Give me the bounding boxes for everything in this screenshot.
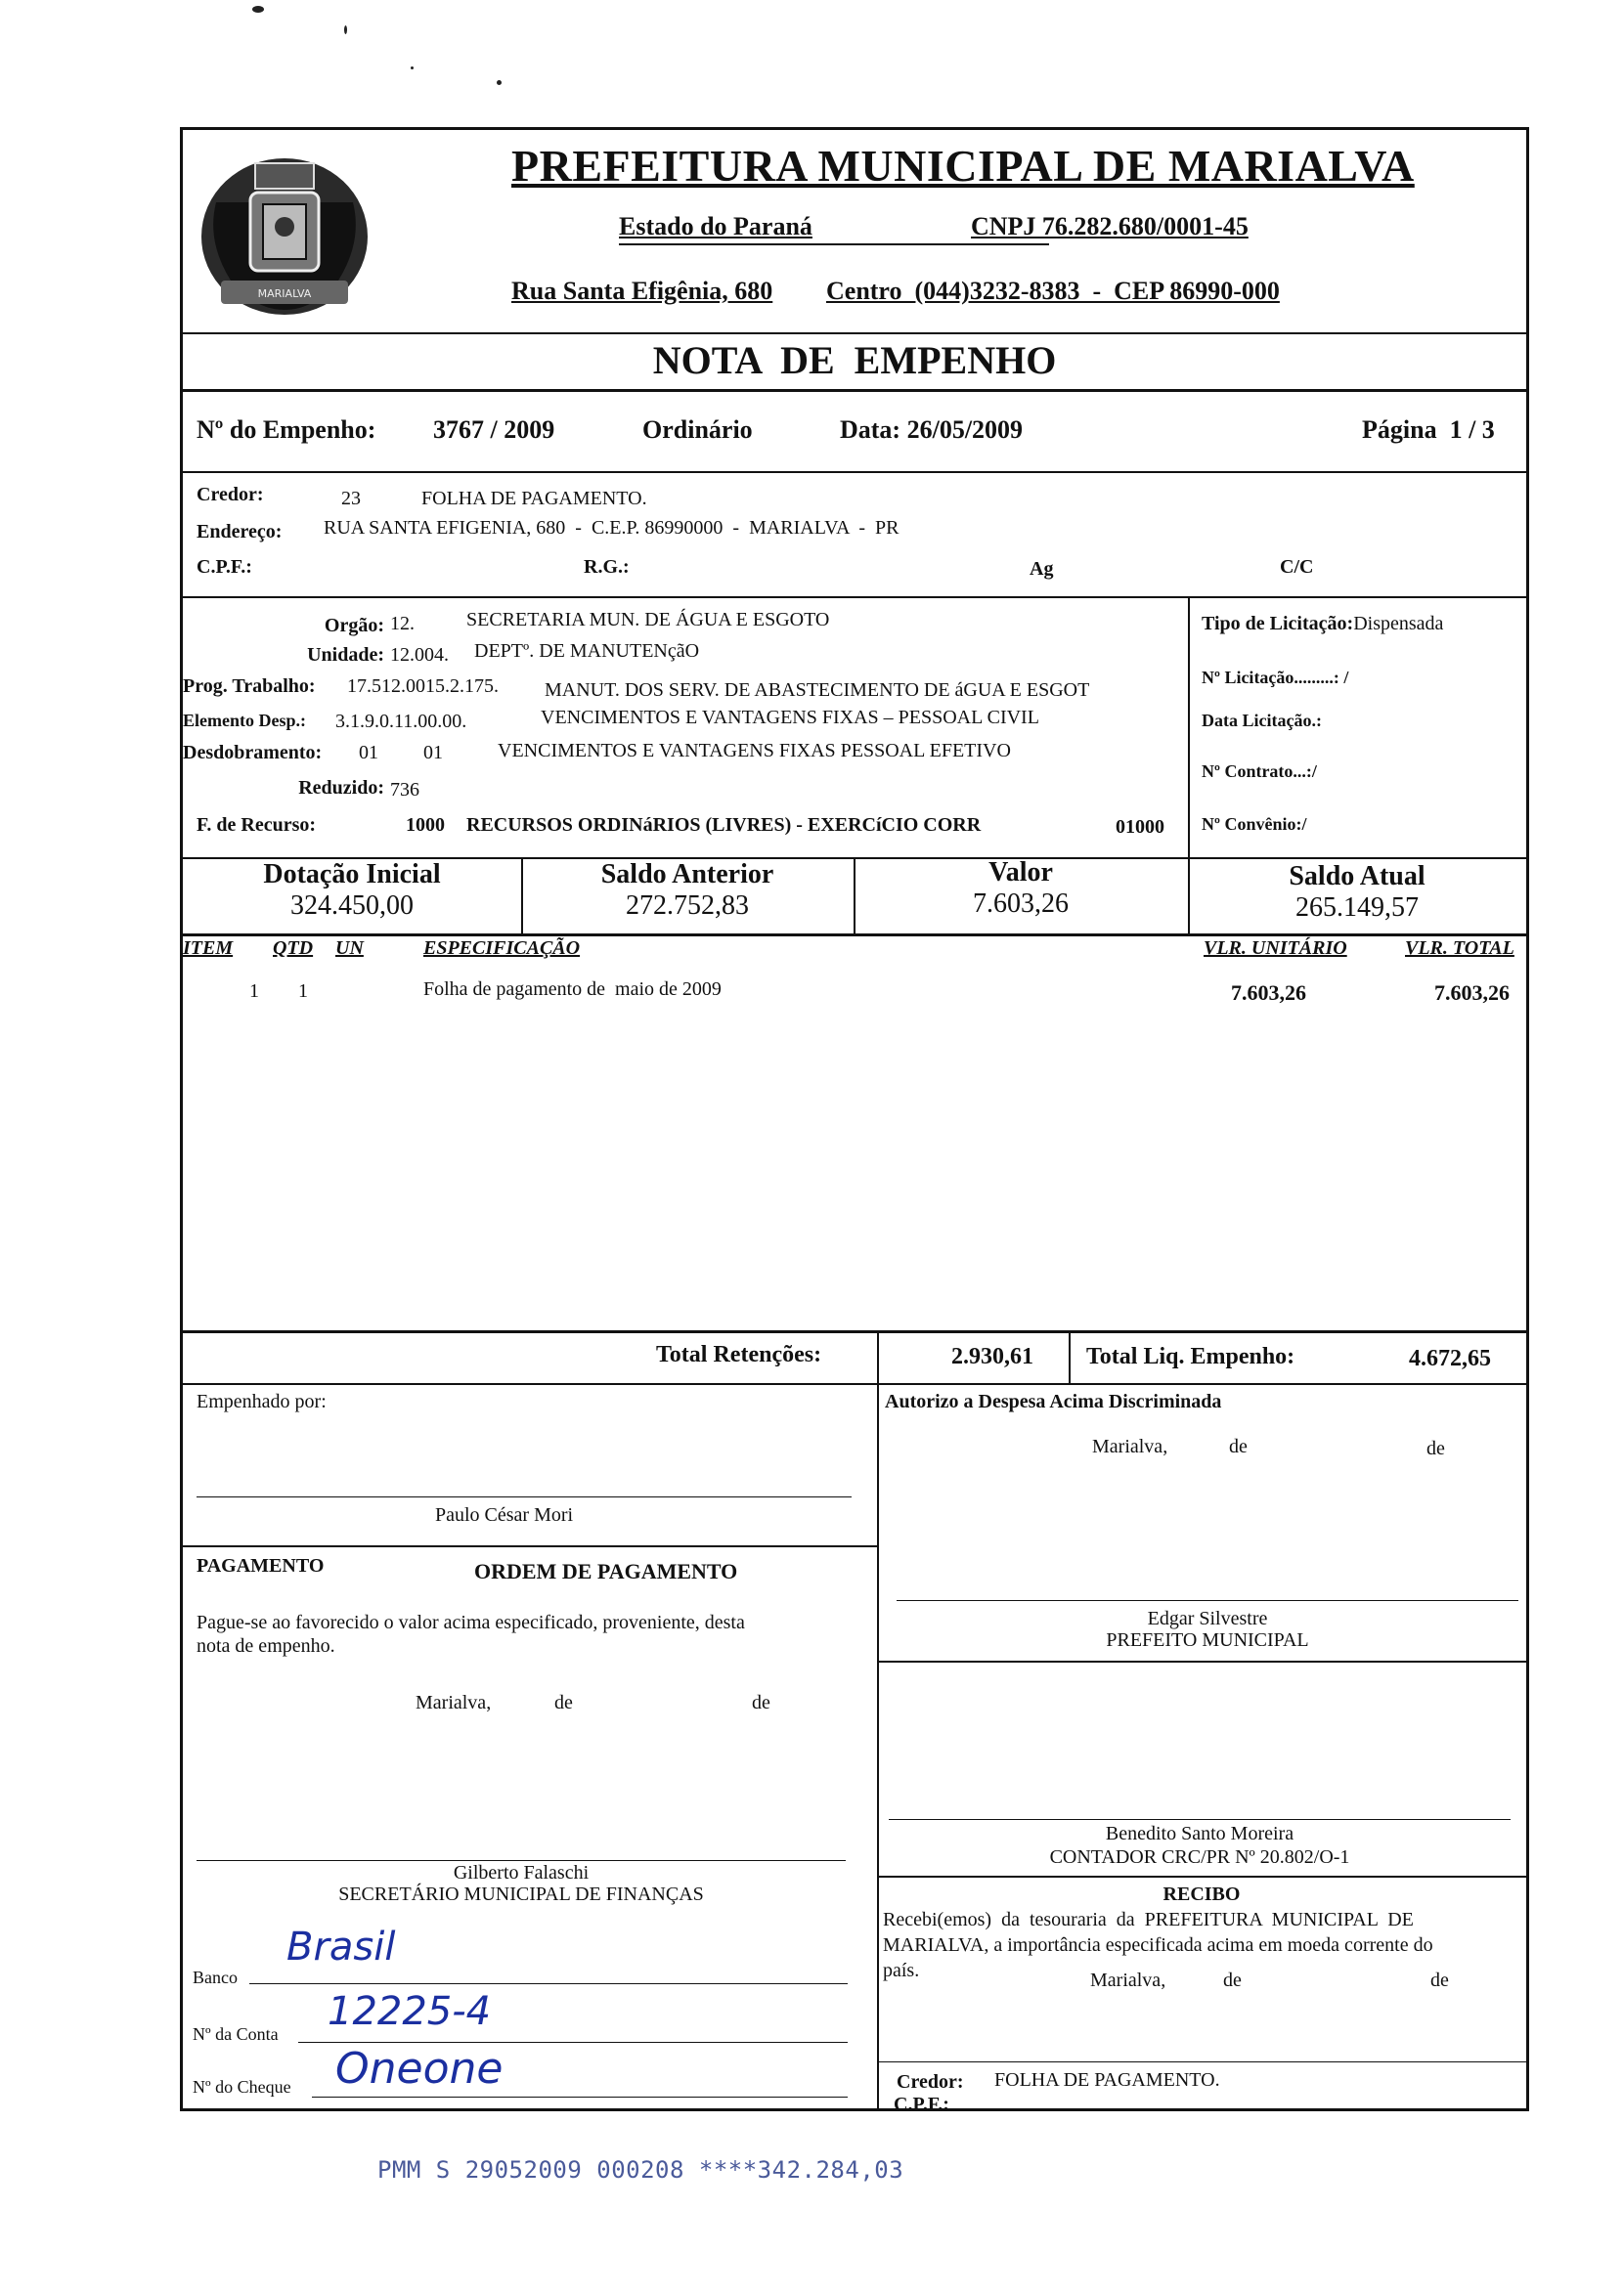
saldo-anterior-label: Saldo Anterior: [600, 859, 774, 889]
liq-value: 4.672,65: [1409, 1346, 1491, 1371]
signature-line: [889, 1819, 1511, 1820]
divider: [183, 332, 1526, 334]
valor-value: 7.603,26: [973, 888, 1069, 919]
item-number: 1: [249, 980, 259, 1002]
unidade-code: 12.004.: [390, 644, 449, 666]
autorizo-de2: de: [1426, 1438, 1445, 1459]
cheque-handwriting: Oneone: [335, 2044, 504, 2094]
divider: [877, 1330, 879, 1383]
empenho-date: Data: 26/05/2009: [840, 415, 1024, 444]
header-rule: [619, 243, 1049, 245]
divider: [183, 933, 1526, 936]
saldo-atual-label: Saldo Atual: [1289, 861, 1426, 891]
cc-label: C/C: [1280, 556, 1314, 578]
col-item: ITEM: [183, 937, 234, 959]
header-title: PREFEITURA MUNICIPAL DE MARIALVA: [511, 141, 1415, 191]
contrato: Nº Contrato...:/: [1202, 761, 1317, 781]
desdobramento-name: VENCIMENTOS E VANTAGENS FIXAS PESSOAL EFETIVO: [498, 740, 1011, 761]
item-espec: Folha de pagamento de maio de 2009: [423, 978, 722, 1000]
recibo-text3: país.: [883, 1960, 920, 1981]
recibo-de2: de: [1430, 1970, 1449, 1991]
scan-speck: [344, 25, 347, 34]
recibo-place: Marialva,: [1090, 1970, 1166, 1991]
elemento-code: 3.1.9.0.11.00.00.: [335, 711, 467, 732]
reduzido-value: 736: [390, 779, 419, 801]
pagamento-signer: Gilberto Falaschi: [453, 1862, 590, 1884]
scan-speck: [252, 6, 264, 13]
contador-name: Benedito Santo Moreira: [1105, 1823, 1294, 1844]
svg-text:MARIALVA: MARIALVA: [257, 287, 312, 300]
licitacao-data: Data Licitação.:: [1202, 711, 1322, 730]
signature-line: [197, 1860, 846, 1861]
pagamento-de1: de: [554, 1692, 573, 1713]
cheque-label: Nº do Cheque: [193, 2077, 291, 2097]
divider: [1069, 1330, 1071, 1383]
recurso-code: 1000: [406, 814, 445, 836]
item-total: 7.603,26: [1434, 980, 1510, 1005]
recibo-text2: MARIALVA, a importância especificada acima em moeda corrente do: [883, 1934, 1433, 1956]
reduzido-label: Reduzido:: [298, 777, 384, 799]
divider: [183, 596, 1526, 598]
recurso-name: RECURSOS ORDINáRIOS (LIVRES) - EXERCíCIO CORR: [466, 814, 982, 836]
prog-name: MANUT. DOS SERV. DE ABASTECIMENTO DE áGUA E ESGOT: [545, 679, 1090, 701]
ordem-title: ORDEM DE PAGAMENTO: [474, 1559, 738, 1583]
col-qtd: QTD: [273, 937, 314, 959]
fill-line: [249, 1983, 848, 1984]
footer-stamp: PMM S 29052009 000208 ****342.284,03: [377, 2156, 904, 2184]
credor-code: 23: [341, 488, 361, 509]
pagamento-signer-role: SECRETÁRIO MUNICIPAL DE FINANÇAS: [338, 1884, 704, 1905]
document-title: NOTA DE EMPENHO: [652, 338, 1057, 382]
credor-name: FOLHA DE PAGAMENTO.: [421, 488, 647, 509]
divider: [183, 389, 1526, 392]
licitacao-tipo: [1202, 613, 1443, 635]
retencoes-value: 2.930,61: [951, 1344, 1033, 1369]
autorizo-signer-role: PREFEITO MUNICIPAL: [1106, 1629, 1309, 1651]
autorizo-signer: Edgar Silvestre: [1147, 1608, 1268, 1629]
ag-label: Ag: [1030, 558, 1054, 580]
desdobramento-a: 01: [359, 742, 378, 763]
recibo-title: RECIBO: [1162, 1884, 1241, 1905]
municipal-crest-icon: [197, 144, 373, 320]
recibo-credor-label: Credor:: [897, 2071, 964, 2093]
empenho-type: Ordinário: [642, 415, 753, 444]
saldo-atual-value: 265.149,57: [1295, 892, 1419, 923]
liq-label: Total Liq. Empenho:: [1086, 1344, 1295, 1369]
header-cnpj: CNPJ 76.282.680/0001-45: [971, 212, 1249, 240]
licitacao-tipo-value: Dispensada: [1353, 613, 1444, 634]
pagamento-place: Marialva,: [416, 1692, 492, 1713]
licitacao-numero: Nº Licitação.........: /: [1202, 668, 1349, 687]
elemento-name: VENCIMENTOS E VANTAGENS FIXAS – PESSOAL CIVIL: [541, 707, 1039, 728]
credor-label: Credor:: [197, 484, 264, 505]
dotacao-label: Dotação Inicial: [263, 859, 441, 889]
unidade-label: Unidade:: [307, 644, 384, 666]
unidade-name: DEPTº. DE MANUTENçãO: [474, 640, 700, 662]
pagamento-text1: Pague-se ao favorecido o valor acima especificado, proveniente, desta: [197, 1612, 745, 1633]
divider: [877, 1876, 1526, 1878]
header-address: Rua Santa Efigênia, 680: [511, 277, 773, 305]
banco-label: Banco: [193, 1968, 238, 1987]
prog-code: 17.512.0015.2.175.: [347, 675, 499, 697]
convenio: Nº Convênio:/: [1202, 814, 1307, 834]
fill-line: [298, 2042, 848, 2043]
divider: [183, 1383, 1526, 1385]
banco-handwriting: Brasil: [286, 1925, 396, 1970]
col-espec: ESPECIFICAÇÃO: [423, 937, 581, 959]
orgao-label: Orgão:: [324, 615, 384, 636]
recurso-end: 01000: [1116, 816, 1164, 838]
conta-handwriting: 12225-4: [328, 1989, 492, 2034]
col-unit: VLR. UNITÁRIO: [1204, 937, 1347, 959]
empenho-number: 3767 / 2009: [433, 415, 555, 444]
pagamento-de2: de: [752, 1692, 770, 1713]
divider: [1188, 596, 1190, 860]
fill-line: [312, 2097, 848, 2098]
licitacao-tipo-label: Tipo de Licitação:: [1202, 613, 1354, 634]
signature-line: [197, 1496, 852, 1497]
autorizo-de1: de: [1229, 1436, 1248, 1457]
divider: [183, 1545, 877, 1547]
scan-speck: [497, 80, 502, 85]
cpf-label: C.P.F.:: [197, 556, 252, 578]
empenhado-name: Paulo César Mori: [435, 1504, 574, 1526]
item-unit: 7.603,26: [1231, 980, 1306, 1005]
empenho-label: Nº do Empenho:: [197, 415, 376, 444]
conta-label: Nº da Conta: [193, 2024, 279, 2044]
valor-label: Valor: [988, 857, 1053, 888]
orgao-name: SECRETARIA MUN. DE ÁGUA E ESGOTO: [466, 609, 830, 630]
divider: [183, 1330, 1526, 1333]
document-frame: [180, 127, 1529, 2111]
contador-role: CONTADOR CRC/PR Nº 20.802/O-1: [1049, 1846, 1350, 1868]
pagamento-label: PAGAMENTO: [197, 1555, 325, 1577]
divider: [183, 471, 1526, 473]
elemento-label: Elemento Desp.:: [183, 711, 306, 730]
prog-label: Prog. Trabalho:: [183, 675, 316, 697]
rg-label: R.G.:: [584, 556, 630, 578]
item-qtd: 1: [298, 980, 308, 1002]
endereco-value: RUA SANTA EFIGENIA, 680 - C.E.P. 86990000 - MARIALVA - PR: [324, 517, 899, 539]
pagamento-text2: nota de empenho.: [197, 1635, 335, 1657]
recibo-credor-value: FOLHA DE PAGAMENTO.: [994, 2069, 1220, 2091]
recibo-text1: Recebi(emos) da tesouraria da PREFEITURA MUNICIPAL DE: [883, 1909, 1414, 1930]
header-contact: Centro (044)3232-8383 - CEP 86990-000: [826, 277, 1280, 305]
page-number: Página 1 / 3: [1362, 415, 1495, 444]
desdobramento-b: 01: [423, 742, 443, 763]
retencoes-label: Total Retenções:: [656, 1342, 822, 1367]
col-un: UN: [335, 937, 364, 959]
divider: [877, 1661, 1526, 1663]
empenhado-label: Empenhado por:: [197, 1391, 327, 1412]
scan-speck: [411, 66, 414, 69]
endereco-label: Endereço:: [197, 521, 283, 542]
autorizo-label: Autorizo a Despesa Acima Discriminada: [885, 1391, 1222, 1412]
desdobramento-label: Desdobramento:: [183, 742, 323, 763]
orgao-code: 12.: [390, 613, 415, 634]
recibo-cpf-label-outside: C.P.F.:: [894, 2094, 949, 2115]
signature-line: [897, 1600, 1518, 1601]
header-state: Estado do Paraná: [619, 212, 812, 240]
autorizo-place: Marialva,: [1092, 1436, 1168, 1457]
divider: [877, 1383, 879, 2108]
col-total: VLR. TOTAL: [1405, 937, 1514, 959]
signature-line: [877, 2061, 1526, 2062]
saldo-anterior-value: 272.752,83: [626, 890, 749, 921]
recurso-label: F. de Recurso:: [197, 814, 317, 836]
dotacao-value: 324.450,00: [290, 890, 414, 921]
recibo-de1: de: [1223, 1970, 1242, 1991]
